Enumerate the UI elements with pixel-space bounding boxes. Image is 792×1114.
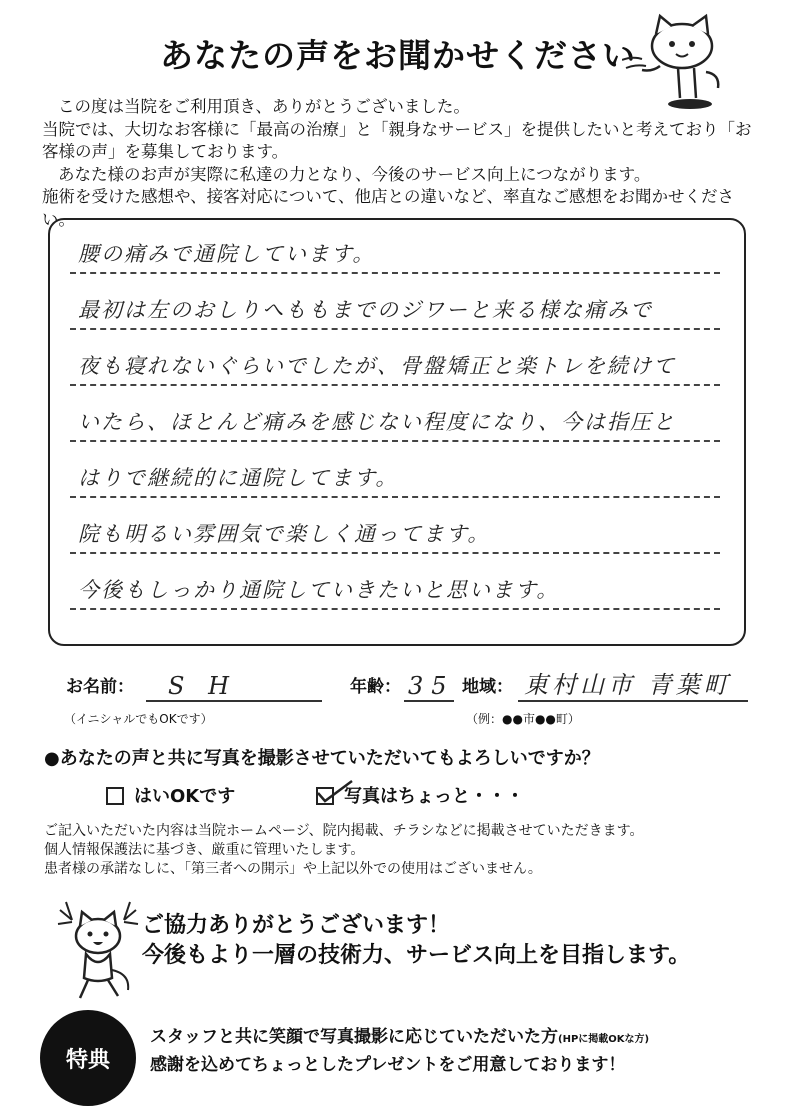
option-no-label: 写真はちょっと・・・ <box>344 786 524 807</box>
testimonial-line <box>70 394 720 442</box>
checkbox-no[interactable] <box>316 787 334 805</box>
area-value: 東村山市 青葉町 <box>524 671 732 699</box>
handwritten-text: 最初は左のおしりへももまでのジワーと来る様な痛みで <box>78 298 653 322</box>
notice-line: 患者様の承諾なしに、「第三者への開示」や上記以外での使用はございません。 <box>44 861 542 877</box>
area-label: 地域： <box>462 677 513 697</box>
intro-text <box>42 96 754 231</box>
name-field[interactable] <box>146 672 322 702</box>
intro-line: あなた様のお声が実際に私達の力となり、今後のサービス向上につながります。 <box>58 164 651 184</box>
cat-cheering-icon <box>56 898 140 1008</box>
notice-line: 個人情報保護法に基づき、厳重に管理いたします。 <box>44 842 365 858</box>
name-label: お名前： <box>66 677 134 697</box>
privacy-notice <box>44 822 643 879</box>
page-title: あなたの声をお聞かせください <box>160 36 636 75</box>
intro-line: この度は当院をご利用頂き、ありがとうございました。 <box>58 97 470 116</box>
name-note: （イニシャルでもOKです） <box>64 712 213 726</box>
handwritten-text: はりで継続的に通院してます。 <box>78 466 399 490</box>
checkbox-yes[interactable] <box>106 787 124 805</box>
age-label: 年齢： <box>350 677 401 697</box>
option-yes-label: はいOKです <box>134 786 236 807</box>
intro-line: 当院では、大切なお客様に「最高の治療」と「親身なサービス」を提供したいと考えており「お客様の声」を募集しております。 <box>42 119 752 161</box>
testimonial-line <box>70 226 720 274</box>
handwritten-text: 夜も寝れないぐらいでしたが、骨盤矯正と楽トレを続けて <box>78 354 676 378</box>
area-field[interactable] <box>518 672 748 702</box>
bonus-line-1 <box>150 1022 649 1047</box>
thanks-line-2: 今後もより一層の技術力、サービス向上を目指します。 <box>142 943 691 968</box>
area-note: （例：●●市●●町） <box>466 712 580 726</box>
photo-option-yes[interactable] <box>106 782 235 808</box>
testimonial-line <box>70 450 720 498</box>
testimonial-box <box>48 218 746 646</box>
testimonial-line <box>70 338 720 386</box>
photo-question: ●あなたの声と共に写真を撮影させていただいてもよろしいですか？ <box>44 748 600 769</box>
handwritten-text: 院も明るい雰囲気で楽しく通ってます。 <box>78 522 491 546</box>
checkmark-icon <box>316 779 356 807</box>
bonus-note: (HPに掲載OKな方) <box>558 1034 650 1045</box>
name-value: S H <box>168 672 237 700</box>
handwritten-text: 今後もしっかり通院していきたいと思います。 <box>78 578 560 602</box>
testimonial-line <box>70 506 720 554</box>
bonus-line-2: 感謝を込めてちょっとしたプレゼントをご用意しております！ <box>150 1055 626 1075</box>
age-field[interactable] <box>404 672 454 702</box>
intro-line: 施術を受けた感想や、接客対応について、他店との違いなど、率直なご感想をお聞かせください。 <box>42 187 735 229</box>
thanks-line-1: ご協力ありがとうございます！ <box>142 913 451 938</box>
age-value: 35 <box>408 672 455 700</box>
photo-option-no[interactable] <box>316 782 524 808</box>
handwritten-text: いたら、ほとんど痛みを感じない程度になり、今は指圧と <box>78 410 676 434</box>
notice-line: ご記入いただいた内容は当院ホームページ、院内掲載、チラシなどに掲載させていただきます。 <box>44 823 644 839</box>
handwritten-text: 腰の痛みで通院しています。 <box>78 242 376 266</box>
bonus-badge: 特典 <box>40 1010 136 1106</box>
bonus-line-1-text: スタッフと共に笑顔で写真撮影に応じていただいた方 <box>150 1027 558 1047</box>
testimonial-line <box>70 282 720 330</box>
testimonial-line <box>70 562 720 610</box>
